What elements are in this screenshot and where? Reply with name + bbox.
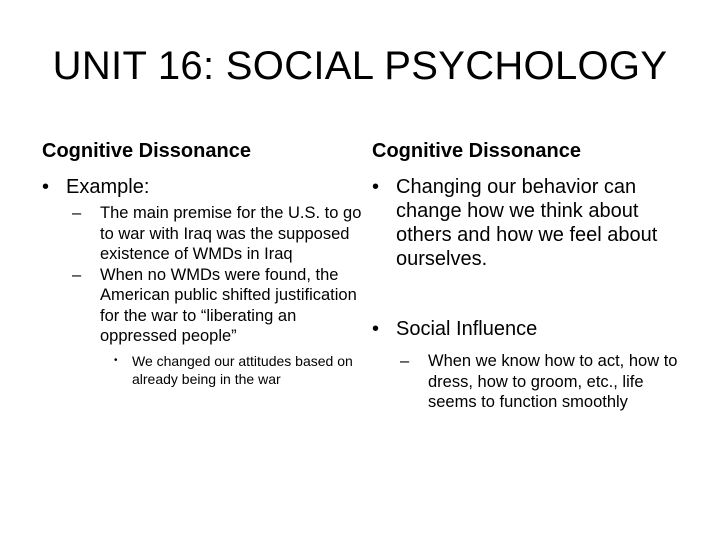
left-sub-sub-bullet xyxy=(114,352,362,388)
bullet-icon: • xyxy=(114,354,118,366)
right-heading: Cognitive Dissonance xyxy=(372,140,581,162)
dash-icon: – xyxy=(400,352,410,370)
right-bullet-1-text: Changing our behavior can change how we think about others and how we feel about ourselves. xyxy=(396,176,658,270)
dash-icon: – xyxy=(72,265,82,284)
left-bullet-text: Example: xyxy=(66,176,150,198)
left-heading: Cognitive Dissonance xyxy=(42,140,251,162)
left-sub-sub-bullet-text: We changed our attitudes based on already being in the war xyxy=(132,352,353,387)
left-sub-bullet-1 xyxy=(72,203,362,265)
right-sub-bullet xyxy=(400,351,692,413)
bullet-icon: • xyxy=(372,318,380,340)
right-bullet-2-text: Social Influence xyxy=(396,318,538,340)
left-sub-bullet-2-text: When no WMDs were found, the American public shifted justification for the war to “liberating an oppressed people” xyxy=(100,265,357,345)
slide-title: UNIT 16: SOCIAL PSYCHOLOGY xyxy=(52,44,668,88)
dash-icon: – xyxy=(72,204,82,222)
right-sub-bullet-text: When we know how to act, how to dress, how to groom, etc., life seems to function smoothly xyxy=(428,352,678,411)
left-sub-bullet-1-text: The main premise for the U.S. to go to war with Iraq was the supposed existence of WMDs in Iraq xyxy=(100,204,362,263)
left-sub-bullet-2 xyxy=(72,265,362,347)
right-bullet-1 xyxy=(372,175,692,271)
right-bullet-2 xyxy=(372,317,692,341)
left-bullet xyxy=(42,175,362,199)
bullet-icon: • xyxy=(372,176,380,198)
left-column xyxy=(42,140,362,388)
bullet-icon: • xyxy=(42,176,50,198)
right-column xyxy=(372,140,692,413)
